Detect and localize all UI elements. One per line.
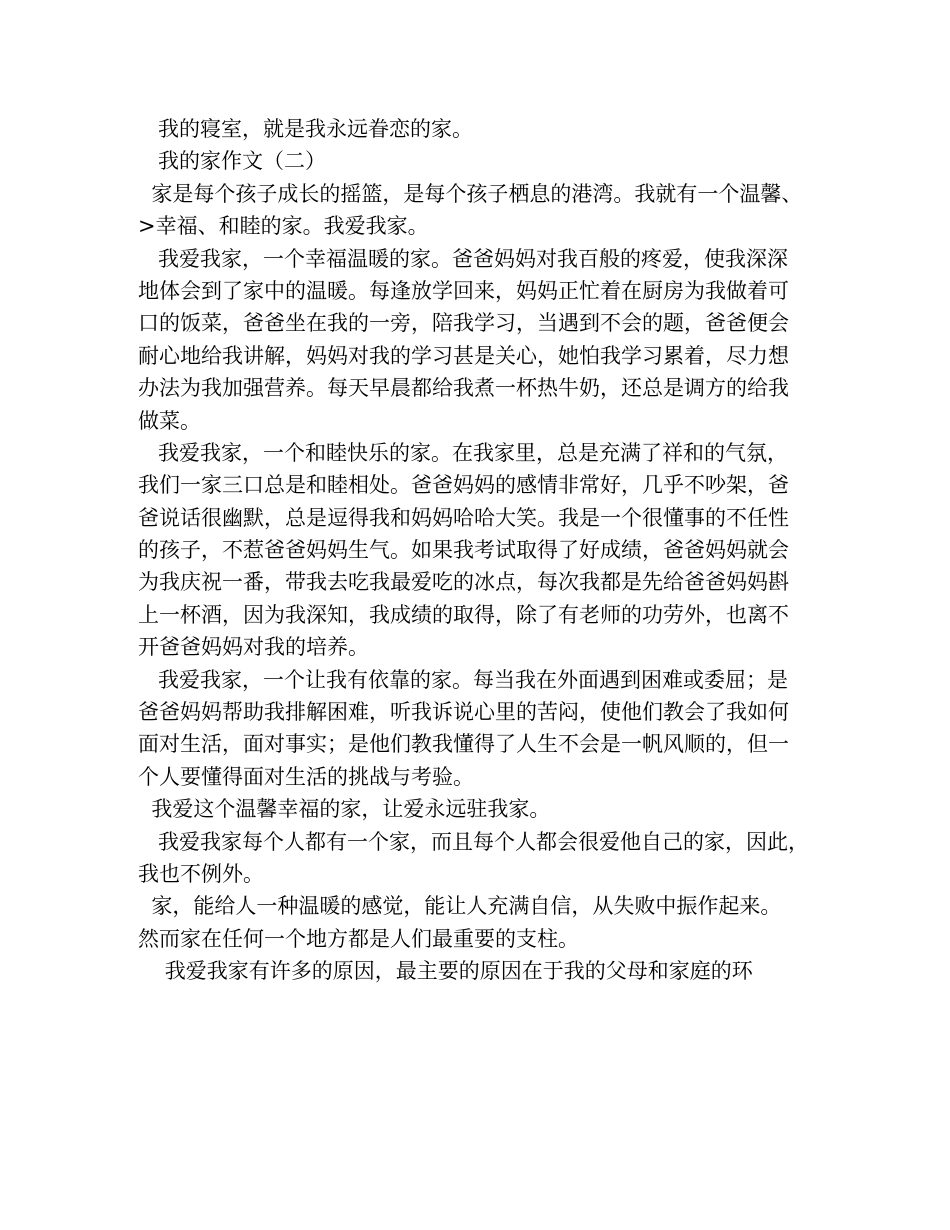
text-line: 我们一家三口总是和睦相处。爸爸妈妈的感情非常好，几乎不吵架，爸 [138,473,789,498]
text-line: 为我庆祝一番，带我去吃我最爱吃的冰点，每次我都是先给爸爸妈妈斟 [138,570,789,595]
text-line: 口的饭菜，爸爸坐在我的一旁，陪我学习，当遇到不会的题，爸爸便会 [138,311,789,336]
text-line: 我的寝室，就是我永远眷恋的家。 [138,117,474,141]
text-line: 办法为我加强营养。每天早晨都给我煮一杯热牛奶，还总是调方的给我 [138,376,789,401]
text-line: 面对生活，面对事实；是他们教我懂得了人生不会是一帆风顺的，但一 [138,732,789,757]
text-line: 耐心地给我讲解，妈妈对我的学习甚是关心，她怕我学习累着，尽力想 [138,343,789,368]
text-line: 个人要懂得面对生活的挑战与考验。 [138,764,474,789]
text-line: 我爱我家有许多的原因，最主要的原因在于我的父母和家庭的环 [138,959,753,984]
text-line: 爸说话很幽默，总是逗得我和妈妈哈哈大笑。我是一个很懂事的不任性 [138,505,789,530]
text-line: 然而家在任何一个地方都是人们最重要的支柱。 [138,926,579,951]
section-heading: 我的家作文（二） [138,149,327,174]
text-line: 地体会到了家中的温暖。每逢放学回来，妈妈正忙着在厨房为我做着可 [138,278,789,303]
text-line: 我爱我家，一个幸福温暖的家。爸爸妈妈对我百般的疼爱，使我深深 [138,246,789,271]
text-line: 家是每个孩子成长的摇篮，是每个孩子栖息的港湾。我就有一个温馨、 [138,181,803,206]
essay-body [138,113,828,988]
text-line: 的孩子，不惹爸爸妈妈生气。如果我考试取得了好成绩，爸爸妈妈就会 [138,538,789,563]
text-line: >幸福、和睦的家。我爱我家。 [138,214,429,239]
text-line: 我爱我家每个人都有一个家，而且每个人都会很爱他自己的家，因此， [138,829,810,854]
text-line: 我爱这个温馨幸福的家，让爱永远驻我家。 [138,797,551,822]
text-line: 做菜。 [138,408,201,433]
text-line: 爸爸妈妈帮助我排解困难，听我诉说心里的苦闷，使他们教会了我如何 [138,700,789,725]
text-line: 开爸爸妈妈对我的培养。 [138,635,369,660]
text-line: 家，能给人一种温暖的感觉，能让人充满自信，从失败中振作起来。 [138,894,782,919]
text-line: 我爱我家，一个让我有依靠的家。每当我在外面遇到困难或委屈；是 [138,667,789,692]
text-line: 我也不例外。 [138,861,264,886]
text-line: 我爱我家，一个和睦快乐的家。在我家里，总是充满了祥和的气氛， [138,440,789,465]
text-line: 上一杯酒，因为我深知，我成绩的取得，除了有老师的功劳外，也离不 [138,602,789,627]
